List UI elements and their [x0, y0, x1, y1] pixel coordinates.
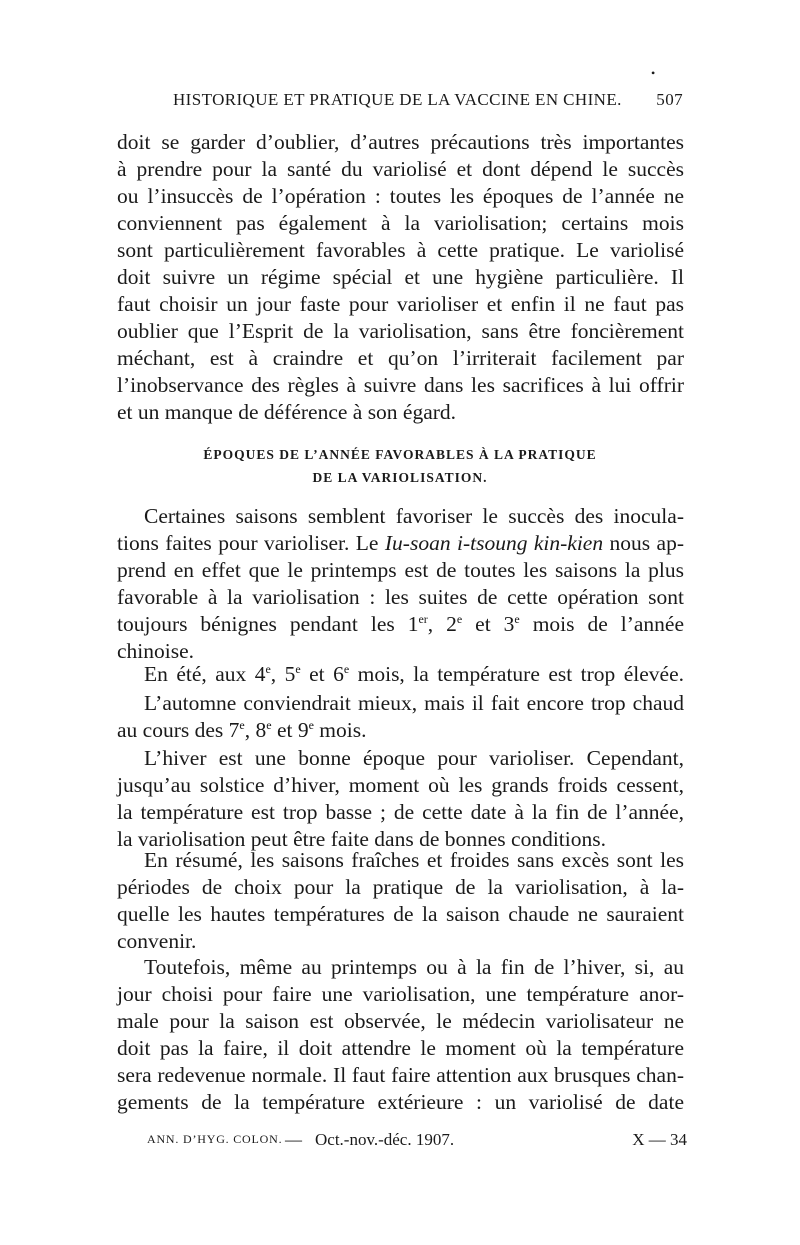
text-line: périodes de choix pour la pratique de la variolisation, à la- — [117, 875, 684, 899]
text-line: chinoise. — [117, 639, 195, 663]
text-line: gements de la température extérieure : un variolisé de date — [117, 1090, 684, 1114]
text-line: tions faites pour varioliser. Le Iu-soan i-tsoung kin-kien nous ap- — [117, 531, 684, 555]
signature-mark: X — 34 — [632, 1130, 687, 1149]
text-line: doit se garder d’oublier, d’autres précautions très importantes — [117, 130, 684, 154]
issue-date: Oct.-nov.-déc. 1907. — [315, 1130, 455, 1149]
text-line: doit suivre un régime spécial et une hygiène particulière. Il — [117, 265, 684, 289]
text-line: ou l’insuccès de l’opération : toutes les époques de l’année ne — [117, 184, 684, 208]
text-line: Certaines saisons semblent favoriser le succès des inocula- — [144, 504, 684, 528]
section-title-line-2: DE LA VARIOLISATION. — [312, 470, 488, 485]
text-line: et un manque de déférence à son égard. — [117, 400, 457, 424]
text-line: au cours des 7e, 8e et 9e mois. — [117, 717, 367, 742]
text-line: En été, aux 4e, 5e et 6e mois, la température est trop élevée. — [144, 661, 684, 686]
book-title: Iu-soan i-tsoung kin-kien — [384, 531, 604, 555]
text-line: faut choisir un jour faste pour varioliser et enfin il ne faut pas — [117, 292, 684, 316]
text-line: méchant, est à craindre et qu’on l’irriterait facilement par — [117, 346, 684, 370]
text-line: conviennent pas également à la variolisation; certains mois — [117, 211, 684, 235]
running-header — [173, 90, 683, 110]
footer-dash: — — [285, 1130, 302, 1149]
text-line: sera redevenue normale. Il faut faire attention aux brusques chan- — [117, 1063, 684, 1087]
text-line: jour choisi pour faire une variolisation, une température anor- — [117, 982, 684, 1006]
journal-abbreviation: ANN. D’HYG. COLON. — [147, 1132, 283, 1146]
text-line: convenir. — [117, 929, 197, 953]
running-title: HISTORIQUE ET PRATIQUE DE LA VACCINE EN CHINE. — [173, 90, 622, 109]
text-line: favorable à la variolisation : les suites de cette opération sont — [117, 585, 684, 609]
text-line: la température est trop basse ; de cette date à la fin de l’année, — [117, 800, 684, 824]
text-line: male pour la saison est observée, le médecin variolisateur ne — [117, 1009, 684, 1033]
text-line: En résumé, les saisons fraîches et froides sans excès sont les — [144, 848, 684, 872]
text-line: jusqu’au solstice d’hiver, moment où les grands froids cessent, — [117, 773, 684, 797]
text-line: L’hiver est une bonne époque pour varioliser. Cependant, — [144, 746, 684, 770]
text-line: toujours bénignes pendant les 1er, 2e et 3e mois de l’année — [117, 611, 684, 636]
text-line: L’automne conviendrait mieux, mais il fait encore trop chaud — [144, 691, 684, 715]
text-line: Toutefois, même au printemps ou à la fin de l’hiver, si, au — [144, 955, 684, 979]
page-footer — [147, 1130, 687, 1154]
text-line: doit pas la faire, il doit attendre le moment où la température — [117, 1036, 684, 1060]
text-line: sont particulièrement favorables à cette pratique. Le variolisé — [117, 238, 684, 262]
section-title-line-1: ÉPOQUES DE L’ANNÉE FAVORABLES À LA PRATIQUE — [203, 447, 597, 462]
text-line: prend en effet que le printemps est de toutes les saisons la plus — [117, 558, 684, 582]
text-line: à prendre pour la santé du variolisé et dont dépend le succès — [117, 157, 684, 181]
text-line: l’inobservance des règles à suivre dans les sacrifices à lui offrir — [117, 373, 684, 397]
text-line: la variolisation peut être faite dans de bonnes conditions. — [117, 827, 606, 851]
page-number: 507 — [656, 90, 683, 109]
corner-mark: • — [651, 66, 656, 80]
text-line: oublier que l’Esprit de la variolisation, sans être foncièrement — [117, 319, 684, 343]
text-line: quelle les hautes températures de la saison chaude ne sauraient — [117, 902, 684, 926]
